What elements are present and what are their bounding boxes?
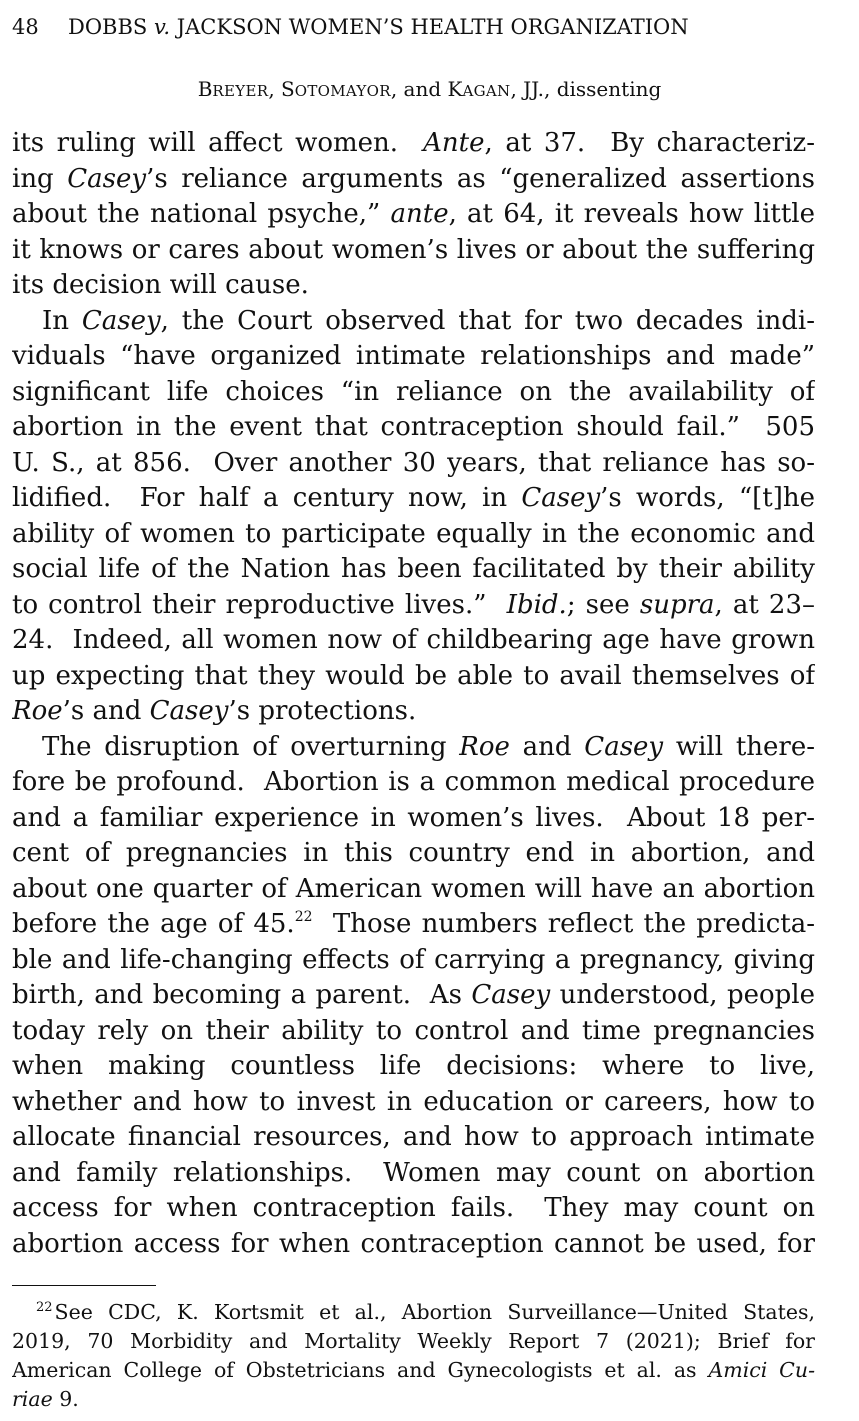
text-line (12, 694, 815, 730)
text-run: it knows or cares about women’s lives or about the suffering (12, 234, 815, 265)
text-line (12, 836, 815, 872)
text-line (12, 268, 815, 304)
italic-text: Casey (67, 163, 147, 194)
text-line (12, 1014, 815, 1050)
footnote-line (12, 1356, 815, 1385)
text-line (12, 552, 815, 588)
text-line (12, 730, 815, 766)
italic-text: Ante (423, 128, 485, 158)
text-line (12, 978, 815, 1014)
text-run: In (42, 305, 82, 336)
text-run: abortion access for when contraception cannot be used, for (12, 1228, 815, 1259)
text-run: social life of the Nation has been facilitated by their ability (12, 554, 815, 584)
text-line (12, 481, 815, 517)
text-line (12, 1085, 815, 1121)
text-run: The disruption of overturning (42, 731, 460, 762)
text-line (12, 1191, 815, 1227)
text-run: up expecting that they would be able to avail themselves of (12, 660, 815, 691)
footnote-line (12, 1385, 815, 1414)
text-run: when making countless life decisions: where to live, (12, 1051, 815, 1081)
text-run: Those numbers reflect the predicta- (312, 909, 815, 939)
text-run: allocate financial resources, and how to approach intimate (12, 1122, 815, 1152)
text-run: understood, people (550, 980, 815, 1010)
text-run: access for when contraception fails. They may count on (12, 1193, 815, 1223)
text-line (12, 446, 815, 482)
text-run: and family relationships. Women may count on abortion (12, 1157, 815, 1188)
text-run: , at 23– (714, 589, 815, 620)
text-run: ble and life-changing effects of carrying a pregnancy, giving (12, 944, 815, 975)
italic-text: Ibid. (506, 589, 567, 620)
italic-text: Casey (81, 305, 161, 336)
text-run: fore be profound. Abortion is a common medical procedure (12, 767, 815, 797)
text-run: about one quarter of American women will have an abortion (12, 873, 815, 904)
text-line (12, 162, 815, 198)
footnote-divider (12, 1285, 156, 1286)
text-line (12, 233, 815, 269)
text-run: about the national psyche,” (12, 199, 391, 229)
text-run: 24. Indeed, all women now of childbearing age have grown (12, 625, 815, 655)
text-run: ’s reliance arguments as “generalized assertions (146, 163, 815, 194)
footnote-marker: 22 (36, 1300, 53, 1315)
text-line (12, 1049, 815, 1085)
text-line (12, 410, 815, 446)
italic-text: Casey (149, 696, 229, 726)
text-run: ; see (566, 589, 640, 620)
text-line (12, 1156, 815, 1192)
text-run: cent of pregnancies in this country end in abortion, and (12, 838, 815, 868)
text-run: its ruling will affect women. (12, 128, 424, 158)
italic-text: Roe (459, 731, 510, 762)
text-run: ability of women to participate equally in the economic and (12, 518, 815, 549)
text-run: its decision will cause. (12, 270, 309, 300)
text-run: lidified. For half a century now, in (12, 483, 522, 513)
text-run: , the Court observed that for two decades indi- (160, 305, 815, 336)
text-line (12, 517, 815, 553)
text-line (12, 126, 815, 162)
case-title: DOBBS v. JACKSON WOMEN’S HEALTH ORGANIZATION (68, 15, 689, 39)
text-line (12, 1120, 815, 1156)
text-line (12, 1227, 815, 1263)
text-run: significant life choices “in reliance on the availability of (12, 376, 815, 407)
text-line (12, 623, 815, 659)
text-line (12, 659, 815, 695)
text-run: abortion in the event that contraception should fail.” 505 (12, 412, 815, 442)
text-run: ’s words, “[t]he (600, 483, 815, 513)
text-run: to control their reproductive lives.” (12, 589, 507, 620)
text-run: ing (12, 163, 68, 194)
text-run: , at 64, it reveals how little (448, 199, 815, 229)
text-run: U. S., at 856. Over another 30 years, that reliance has so- (12, 447, 815, 478)
text-run: 9. (52, 1387, 79, 1411)
text-run: ’s and (62, 696, 150, 726)
text-run: , at 37. By characteriz- (484, 128, 815, 158)
text-run: See CDC, K. Kortsmit et al., Abortion Surveillance—United States, (54, 1300, 815, 1324)
italic-text: Casey (584, 731, 664, 762)
italic-text: Roe (12, 696, 63, 726)
text-line (12, 375, 815, 411)
italic-text: Casey (521, 483, 601, 513)
text-line (12, 588, 815, 624)
footnote-marker: 22 (294, 909, 313, 925)
text-line (12, 872, 815, 908)
text-line (12, 943, 815, 979)
text-line (12, 907, 815, 943)
footnote-section (12, 1298, 815, 1414)
opinion-author-line: BREYER, SOTOMAYOR, and KAGAN, JJ., dissenting (197, 77, 662, 101)
text-run: viduals “have organized intimate relationships and made” (12, 341, 815, 371)
page-number: 48 (12, 15, 39, 39)
text-run: 2019, 70 Morbidity and Mortality Weekly Report 7 (2021); Brief for (12, 1329, 815, 1353)
text-run: ’s protections. (228, 696, 417, 726)
footnote-line (12, 1298, 815, 1327)
text-run: and a familiar experience in women’s lives. About 18 per- (12, 802, 815, 833)
italic-text: riae (12, 1387, 53, 1411)
opinion-body-text (12, 126, 815, 1262)
text-run: before the age of 45. (12, 909, 295, 939)
text-run: birth, and becoming a parent. As (12, 980, 472, 1010)
italic-text: ante (390, 199, 449, 229)
text-line (12, 304, 815, 340)
text-run: whether and how to invest in education or careers, how to (12, 1086, 815, 1117)
text-run: and (509, 731, 585, 762)
italic-text: Casey (471, 980, 551, 1010)
text-line (12, 339, 815, 375)
footnote-line (12, 1327, 815, 1356)
italic-text: Amici Cu- (708, 1358, 815, 1382)
running-head (12, 13, 812, 41)
text-line (12, 801, 815, 837)
text-line (12, 765, 815, 801)
text-run: American College of Obstetricians and Gynecologists et al. as (12, 1358, 709, 1382)
italic-text: supra (639, 589, 715, 620)
text-run: will there- (663, 731, 815, 762)
text-line (12, 197, 815, 233)
text-run: today rely on their ability to control and time pregnancies (12, 1015, 815, 1046)
